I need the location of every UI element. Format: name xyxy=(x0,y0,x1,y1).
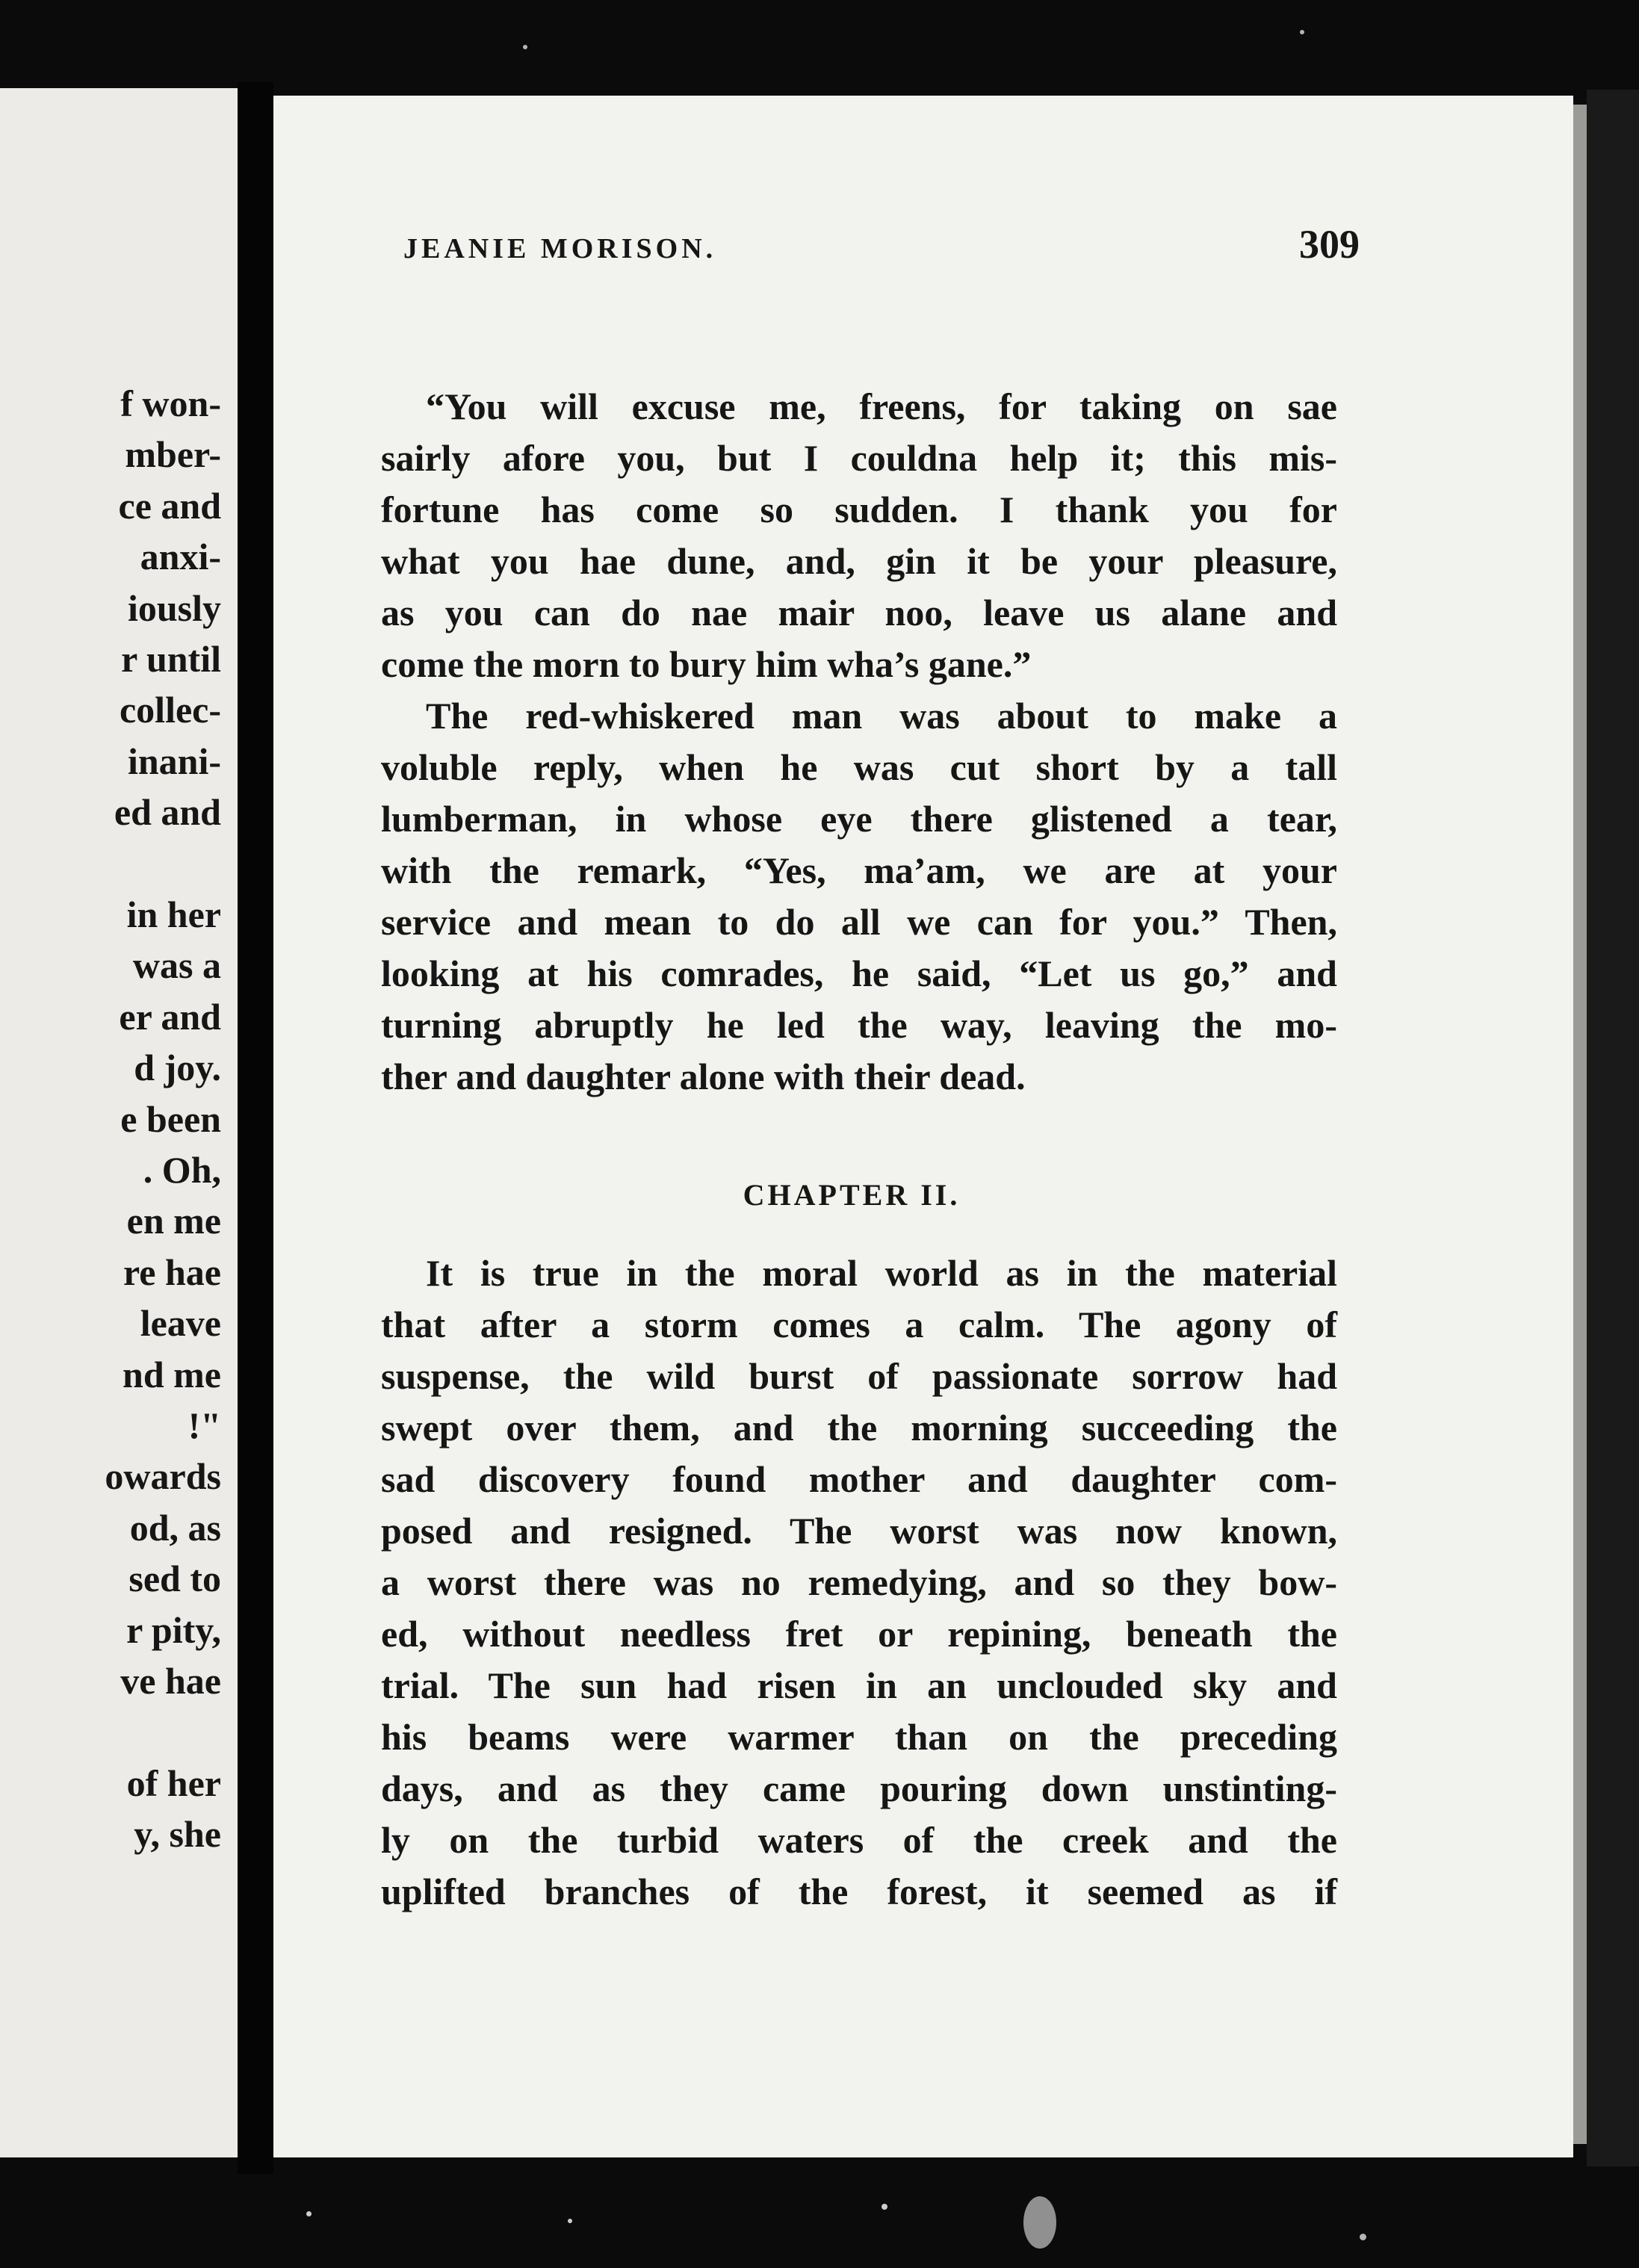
text-line: what you hae dune, and, gin it be your pleasure, xyxy=(381,540,1337,582)
left-page-line: was a xyxy=(132,944,221,987)
text-line: as you can do nae mair noo, leave us alane and xyxy=(381,592,1337,633)
scan-speck xyxy=(882,2204,887,2210)
text-line: service and mean to do all we can for you.” Then, xyxy=(381,901,1337,943)
scan-speck xyxy=(1300,30,1304,34)
scan-speck xyxy=(1023,2196,1056,2249)
text-line: with the remark, “Yes, ma’am, we are at your xyxy=(381,849,1337,891)
left-page-line: od, as xyxy=(129,1506,221,1549)
left-page-line: inani- xyxy=(127,740,221,782)
left-page-line: r pity, xyxy=(126,1608,221,1651)
text-line: posed and resigned. The worst was now known, xyxy=(381,1510,1337,1552)
left-page-line: in her xyxy=(126,893,221,935)
left-page-line: d joy. xyxy=(134,1047,221,1089)
left-page-line: ed and xyxy=(114,791,221,834)
text-line: ther and daughter alone with their dead. xyxy=(381,1056,1026,1097)
text-line: swept over them, and the morning succeeding the xyxy=(381,1407,1337,1449)
text-line: ly on the turbid waters of the creek and the xyxy=(381,1819,1337,1861)
left-page-line: re hae xyxy=(123,1251,221,1293)
left-page-line: leave xyxy=(140,1302,221,1345)
page-edge xyxy=(1573,105,1587,2144)
text-line: lumberman, in whose eye there glistened a tear, xyxy=(381,798,1337,840)
left-page-line: r until xyxy=(121,638,221,680)
text-line: sairly afore you, but I couldna help it; this mis- xyxy=(381,437,1337,479)
left-page-line: collec- xyxy=(119,689,221,731)
scan-speck xyxy=(568,2219,572,2223)
left-page-line: !" xyxy=(188,1404,221,1446)
right-edge-shadow xyxy=(1587,90,1639,2166)
text-line: It is true in the moral world as in the material xyxy=(426,1252,1337,1294)
text-line: a worst there was no remedying, and so they bow- xyxy=(381,1561,1337,1603)
text-line: come the morn to bury him wha’s gane.” xyxy=(381,643,1032,685)
text-line: days, and as they came pouring down unstinting- xyxy=(381,1767,1337,1809)
left-page-line: owards xyxy=(105,1455,221,1498)
left-page-fragment xyxy=(0,88,245,2157)
text-line: that after a storm comes a calm. The agony of xyxy=(381,1304,1337,1345)
left-page-line: mber- xyxy=(125,433,221,476)
left-page-line: anxi- xyxy=(140,536,221,578)
left-page-line: ce and xyxy=(118,484,221,527)
page-number: 309 xyxy=(1299,222,1360,267)
scan-speck xyxy=(306,2211,312,2216)
running-head: JEANIE MORISON. xyxy=(403,233,717,264)
scan-speck xyxy=(523,45,527,49)
text-line: looking at his comrades, he said, “Let us go,” and xyxy=(381,952,1337,994)
text-line: turning abruptly he led the way, leaving the mo- xyxy=(381,1004,1337,1046)
left-page-line: iously xyxy=(127,586,221,629)
left-page-line: e been xyxy=(120,1097,221,1140)
left-page-line: nd me xyxy=(123,1353,221,1395)
left-page-line: ve hae xyxy=(120,1660,221,1702)
text-line: sad discovery found mother and daughter com- xyxy=(381,1458,1337,1500)
left-page-line: er and xyxy=(119,995,221,1038)
left-page-line: of her xyxy=(126,1762,221,1804)
text-line: uplifted branches of the forest, it seemed as if xyxy=(381,1871,1337,1912)
text-line: suspense, the wild burst of passionate sorrow had xyxy=(381,1355,1337,1397)
text-line: ed, without needless fret or repining, beneath the xyxy=(381,1613,1337,1655)
paragraph-1 xyxy=(381,381,1337,690)
book-gutter xyxy=(238,82,273,2174)
text-line: his beams were warmer than on the preceding xyxy=(381,1716,1337,1758)
paragraph-2 xyxy=(381,690,1337,1103)
paragraph-3 xyxy=(381,1248,1337,1918)
chapter-heading: CHAPTER II. xyxy=(743,1178,961,1212)
left-page-line: sed to xyxy=(128,1558,221,1600)
left-page-line: f won- xyxy=(120,382,221,424)
text-line: voluble reply, when he was cut short by a tall xyxy=(381,746,1337,788)
text-line: fortune has come so sudden. I thank you for xyxy=(381,489,1337,530)
left-page-line: . Oh, xyxy=(143,1149,221,1191)
text-line: “You will excuse me, freens, for taking on sae xyxy=(426,385,1337,427)
scan-speck xyxy=(1360,2234,1366,2240)
left-page-line: en me xyxy=(126,1200,221,1242)
text-line: trial. The sun had risen in an unclouded sky and xyxy=(381,1664,1337,1706)
left-page-line: y, she xyxy=(134,1813,221,1856)
text-line: The red-whiskered man was about to make a xyxy=(426,695,1337,737)
